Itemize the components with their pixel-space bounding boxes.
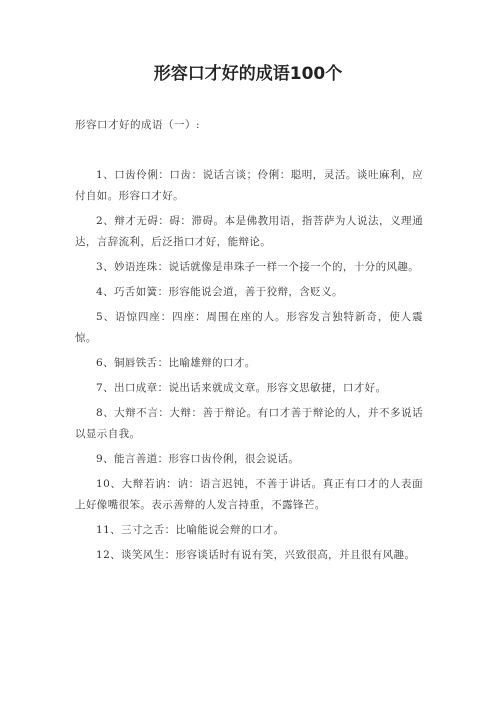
idiom-entry: 4、巧舌如簧：形容能说会道，善于狡辩，含贬义。 — [96, 286, 343, 298]
idiom-entry: 6、铜唇铁舌：比喻雄辩的口才。 — [96, 357, 256, 369]
idiom-entry: 10、大辩若讷：讷：语言迟钝，不善于讲话。真正有口才的人表面上好像嘴很笨。表示善辩的人发言持重，不露锋芒。 — [75, 478, 423, 511]
section-heading: 形容口才好的成语（一）: — [75, 119, 201, 131]
idiom-entry: 5、语惊四座：四座：周围在座的人。形容发言独特新奇，使人震惊。 — [75, 311, 423, 344]
idiom-entry: 1、口齿伶俐：口齿：说话言谈；伶俐：聪明，灵活。谈吐麻利，应付自如。形容口才好。 — [75, 169, 423, 202]
idiom-entry: 11、三寸之舌：比喻能说会辩的口才。 — [96, 524, 285, 536]
idiom-entry: 7、出口成章：说出话来就成文章。形容文思敏捷，口才好。 — [96, 382, 387, 394]
idiom-entry: 9、能言善道：形容口齿伶俐，很会说话。 — [96, 453, 300, 465]
document-title: 形容口才好的成语100个 — [153, 64, 343, 84]
idiom-entry: 8、大辩不言：大辩：善于辩论。有口才善于辩论的人，并不多说话以显示自我。 — [75, 407, 423, 440]
idiom-entry: 2、辩才无碍：碍：滞碍。本是佛教用语，指菩萨为人说法，义理通达，言辞流利，后泛指口才好，能辩论。 — [75, 215, 423, 248]
idiom-entry: 3、妙语连珠：说话就像是串珠子一样一个接一个的，十分的风趣。 — [96, 261, 420, 273]
idiom-list — [75, 165, 423, 570]
idiom-entry: 12、谈笑风生：形容谈话时有说有笑，兴致很高，并且很有风趣。 — [96, 549, 416, 561]
